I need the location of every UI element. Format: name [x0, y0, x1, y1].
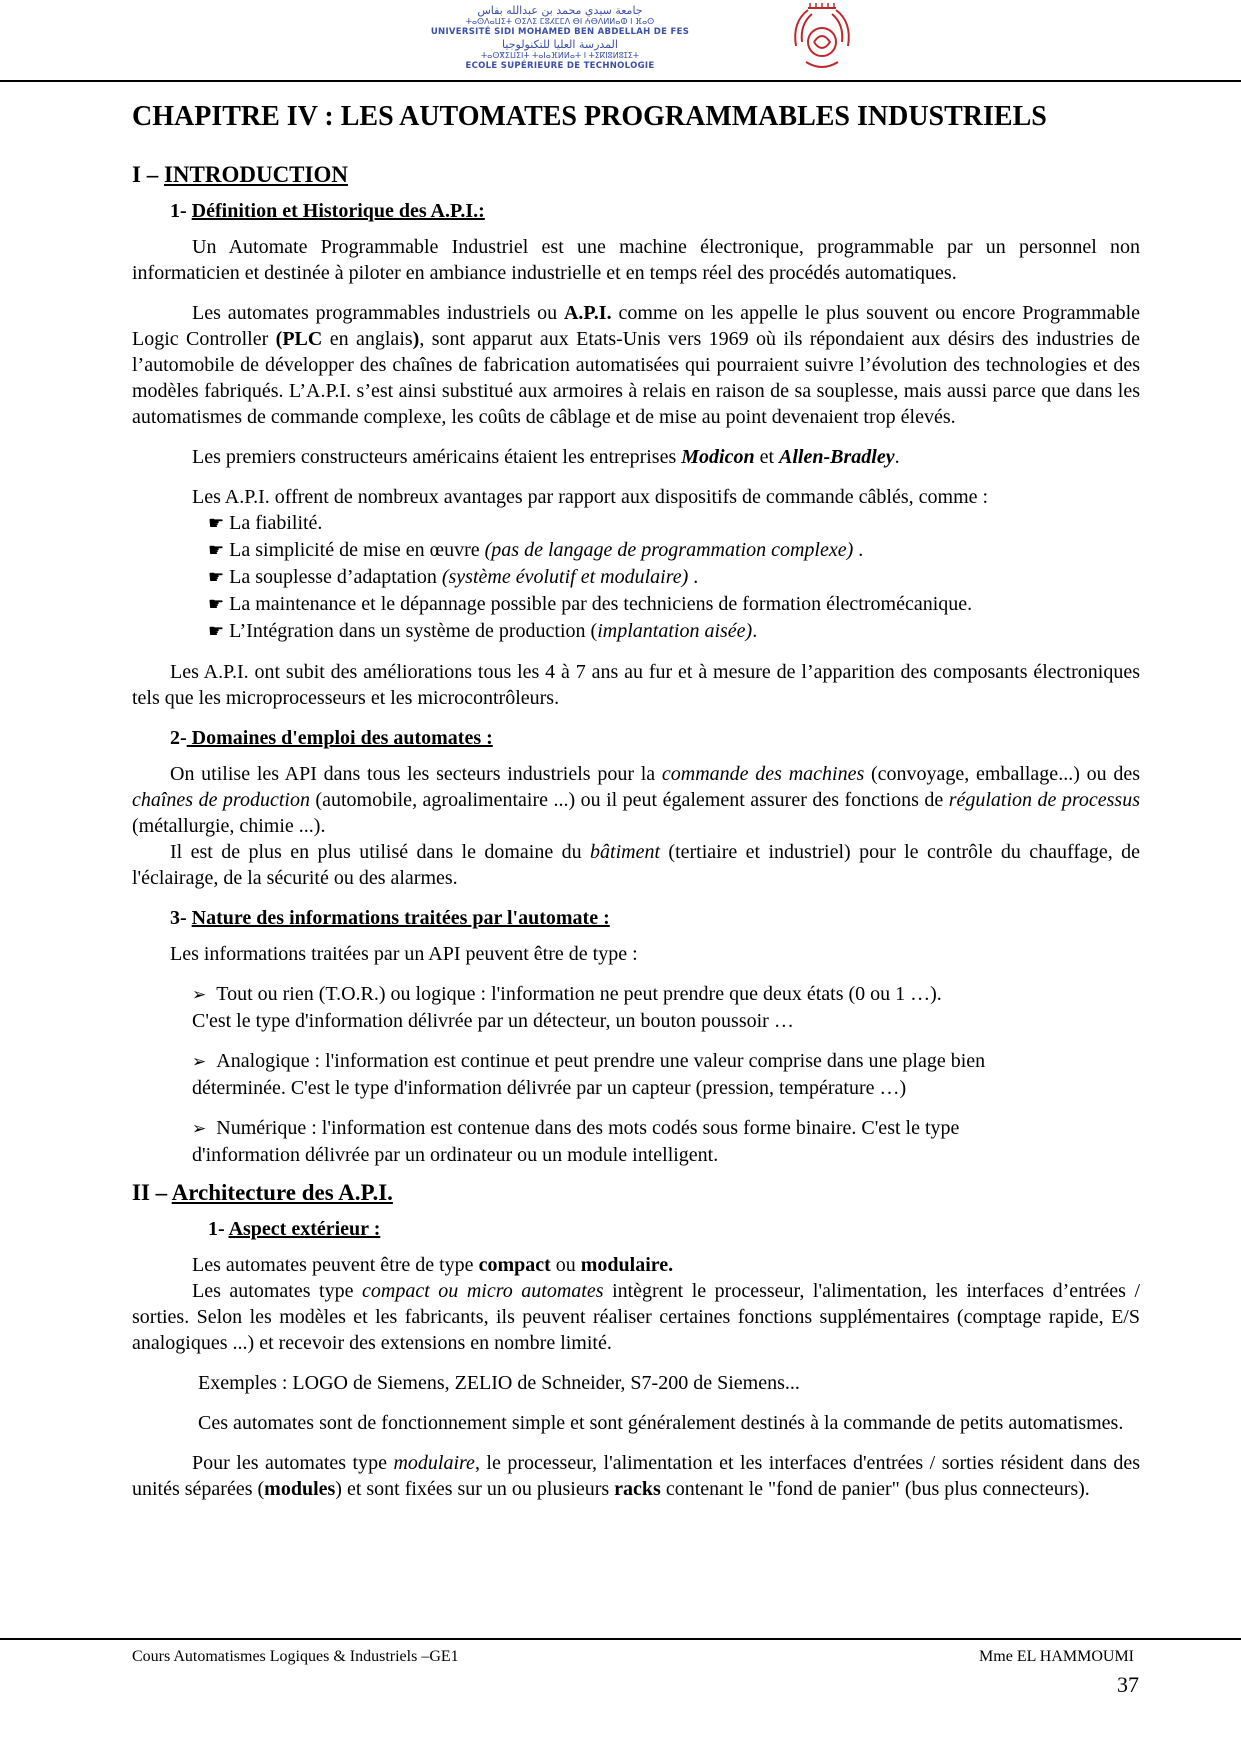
subsection-heading-domaines: 2- Domaines d'emploi des automates : [170, 727, 493, 749]
university-name-ar: جامعة سيدي محمد بن عبدالله بفاس [477, 4, 643, 17]
paragraph: Les automates type compact ou micro automates intègrent le processeur, l'alimentation, les interfaces d’entrées / sorties. Selon les modèles et les fabricants, ils peuvent réaliser certaines fonctions supplémentaires (comptage rapide, E/S analogiques ...) et recevoir des extensions en nombre limité. [132, 1280, 1140, 1354]
paragraph: Ces automates sont de fonctionnement simple et sont généralement destinés à la commande de petits automatismes. [198, 1412, 1124, 1434]
hand-pointing-icon: ☛ [208, 594, 225, 615]
list-item: ☛ L’Intégration dans un système de production (implantation aisée). [208, 620, 758, 642]
list-item: ☛ La souplesse d’adaptation (système évolutif et modulaire) . [208, 566, 699, 588]
hand-pointing-icon: ☛ [208, 513, 225, 534]
section-heading-introduction: I – INTRODUCTION [132, 162, 348, 187]
school-name-ar: المدرسة العليا للتكنولوجيا [502, 38, 618, 51]
paragraph: Les A.P.I. offrent de nombreux avantages par rapport aux dispositifs de commande câblés, comme : [192, 486, 989, 508]
paragraph: Les automates peuvent être de type compact ou modulaire. [192, 1254, 674, 1276]
footer-author: Mme EL HAMMOUMI [979, 1648, 1134, 1665]
page-number: 37 [1117, 1672, 1139, 1697]
subsection-heading-definition: 1- Définition et Historique des A.P.I.: [170, 200, 485, 222]
university-name-tifinagh: ⵜⴰⵙⴷⴰⵡⵉⵜ ⵙⵉⴷⵉ ⵎⵓⵃⵎⵎⴷ ⴱⵏ ⵄⴱⴷⵍⵍⴰⵀ ⵏ ⴼⴰⵙ [465, 17, 655, 26]
paragraph: Les A.P.I. ont subit des améliorations tous les 4 à 7 ans au fur et à mesure de l’apparition des composants électroniques tels que les microprocesseurs et les microcontrôleurs. [132, 661, 1140, 709]
university-name-fr: UNIVERSITÉ SIDI MOHAMED BEN ABDELLAH DE FES [430, 27, 690, 37]
paragraph: Exemples : LOGO de Siemens, ZELIO de Schneider, S7-200 de Siemens... [198, 1372, 800, 1394]
paragraph: Pour les automates type modulaire, le processeur, l'alimentation et les interfaces d'entrées / sorties résident dans des unités séparées (modules) et sont fixées sur un ou plusieurs racks contenant le "fond de panier" (bus plus connecteurs). [132, 1452, 1140, 1500]
university-emblem-icon [788, 2, 856, 76]
header-divider [0, 80, 1241, 82]
list-item: ➢ Numérique : l'information est contenue dans des mots codés sous forme binaire. C'est le type d'information délivrée par un ordinateur ou un module intelligent. [192, 1117, 960, 1166]
university-logo-text [400, 4, 720, 74]
paragraph: Les premiers constructeurs américains étaient les entreprises Modicon et Allen-Bradley. [192, 446, 900, 468]
chapter-title: CHAPITRE IV : LES AUTOMATES PROGRAMMABLES INDUSTRIELS [132, 101, 1047, 132]
paragraph: Un Automate Programmable Industriel est une machine électronique, programmable par un personnel non informaticien et destinée à piloter en ambiance industrielle et en temps réel des procédés automatiques. [132, 236, 1140, 284]
list-item: ☛ La fiabilité. [208, 512, 323, 534]
document-body [132, 100, 1140, 1502]
school-name-fr: ECOLE SUPÉRIEURE DE TECHNOLOGIE [465, 61, 655, 71]
section-heading-architecture: II – Architecture des A.P.I. [132, 1180, 393, 1205]
hand-pointing-icon: ☛ [208, 567, 225, 588]
arrowhead-icon: ➢ [192, 1052, 207, 1072]
hand-pointing-icon: ☛ [208, 540, 225, 561]
list-item: ☛ La maintenance et le dépannage possible par des techniciens de formation électromécanique. [208, 593, 973, 615]
school-name-tifinagh: ⵜⴰⵙⴳⵉⵡⵉⵏⵜ ⵜⴰⵏⴰⴼⵍⵍⴰⵜ ⵏ ⵜⵉⴽⵏⵓⵍⵓⵊⵉⵜ [481, 51, 639, 60]
list-item: ☛ La simplicité de mise en œuvre (pas de langage de programmation complexe) . [208, 539, 864, 561]
list-item: ➢ Tout ou rien (T.O.R.) ou logique : l'information ne peut prendre que deux états (0 ou 1 …). C'est le type d'information délivrée par un détecteur, un bouton poussoir … [192, 983, 942, 1032]
paragraph: Les automates programmables industriels ou A.P.I. comme on les appelle le plus souvent ou encore Programmable Logic Controller (PLC en anglais), sont apparut aux Etats-Unis vers 1969 où ils répondaient aux désirs des industries de l’automobile de développer des chaînes de fabrication automatisées qui pourraient suivre l’évolution des technologies et des modèles fabriqués. L’A.P.I. s’est ainsi substitué aux armoires à relais en raison de sa souplesse, mais aussi parce que dans les automatismes de commande complexe, les coûts de câblage et de mise au point devenaient trop élevés. [132, 302, 1140, 428]
footer-divider [0, 1638, 1241, 1640]
paragraph: Les informations traitées par un API peuvent être de type : [170, 943, 638, 965]
footer-course-name: Cours Automatismes Logiques & Industriels –GE1 [132, 1648, 459, 1665]
list-item: ➢ Analogique : l'information est continue et peut prendre une valeur comprise dans une plage bien déterminée. C'est le type d'information délivrée par un capteur (pression, température …) [192, 1050, 986, 1099]
arrowhead-icon: ➢ [192, 1119, 207, 1139]
hand-pointing-icon: ☛ [208, 621, 225, 642]
subsection-heading-nature: 3- Nature des informations traitées par l'automate : [170, 907, 610, 929]
paragraph: On utilise les API dans tous les secteurs industriels pour la commande des machines (convoyage, emballage...) ou des chaînes de production (automobile, agroalimentaire ...) ou il peut également assurer des fonctions de régulation de processus (métallurgie, chimie ...). [132, 763, 1140, 837]
subsection-heading-aspect: 1- Aspect extérieur : [208, 1218, 381, 1240]
paragraph: Il est de plus en plus utilisé dans le domaine du bâtiment (tertiaire et industriel) pour le contrôle du chauffage, de l'éclairage, de la sécurité ou des alarmes. [132, 841, 1140, 889]
arrowhead-icon: ➢ [192, 985, 207, 1005]
